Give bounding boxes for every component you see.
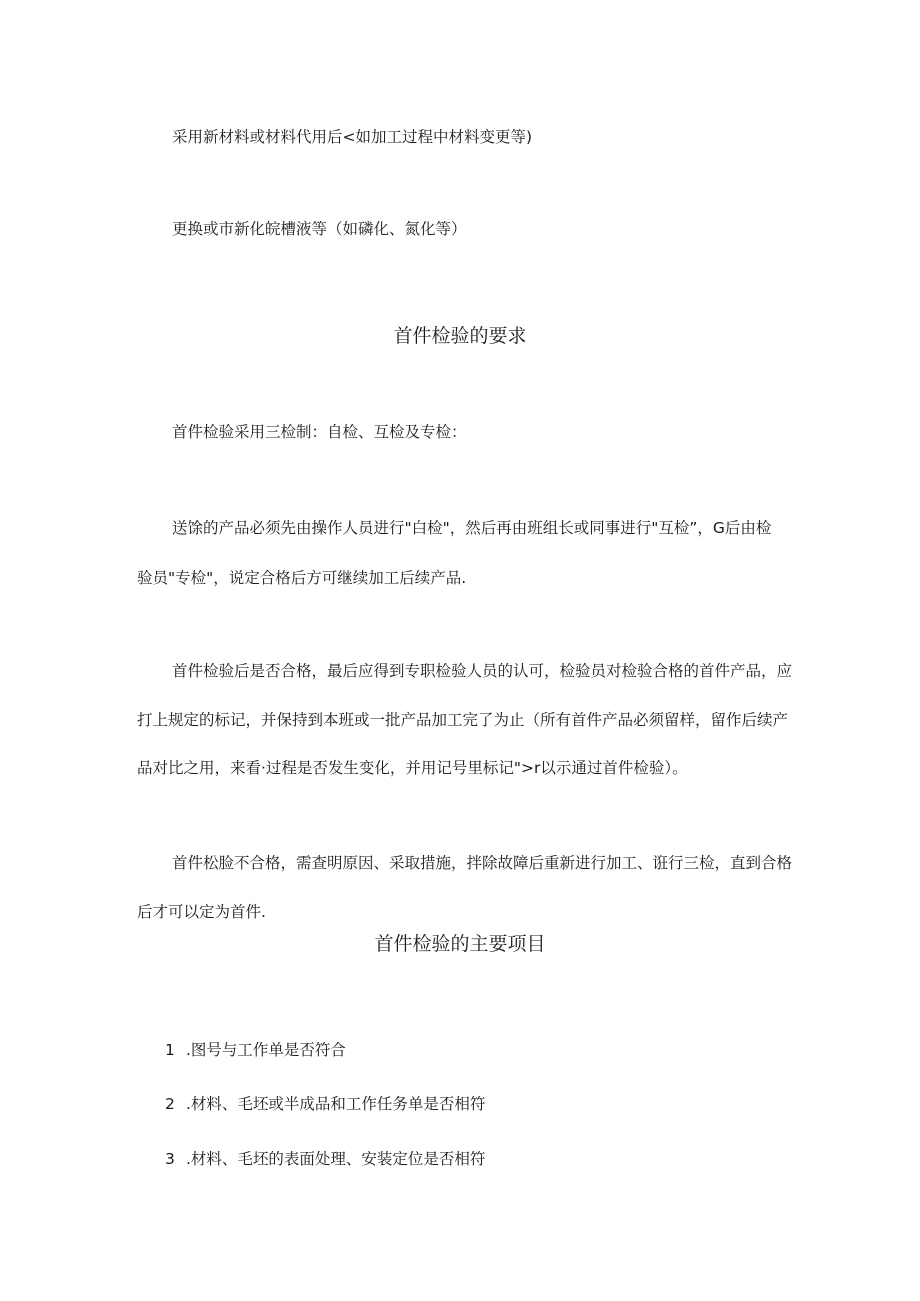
paragraph-line: 首件松脸不合格，需查明原因、采取措施，拌除故障后重新进行加工、诳行三检，直到合格 (172, 854, 793, 872)
list-item-number: 2 (165, 1095, 175, 1113)
paragraph-line: 后才可以定为首件. (137, 903, 266, 921)
list-item-number: 3 (165, 1150, 175, 1168)
list-item-text: .材料、毛坯或半成品和工作任务单是否相符 (186, 1095, 486, 1113)
paragraph-line: 采用新材料或材料代用后<如加工过程中材料变更等) (172, 128, 533, 146)
section-heading-requirements: 首件检验的要求 (393, 325, 527, 347)
paragraph-line: 送馀的产品必须先由操作人员进行"白检"，然后再由班组长或同事进行"互检”，G后由检 (172, 519, 772, 537)
list-item-text: .材料、毛坯的表面处理、安装定位是否相符 (186, 1150, 486, 1168)
paragraph-line: 更换或市新化皖槽液等（如磷化、氮化等） (172, 220, 467, 238)
list-item-number: 1 (165, 1041, 175, 1059)
paragraph-line: 首件检验后是否合格，最后应得到专职检验人员的认可，检验员对检验合格的首件产品，应 (172, 662, 793, 680)
paragraph-line: 验员"专检"，说定合格后方可继续加工后续产品. (137, 569, 467, 587)
section-heading-main-items: 首件检验的主要项目 (374, 933, 546, 955)
paragraph-line: 首件检验采用三检制：自检、互检及专检： (172, 423, 467, 441)
paragraph-line: 打上规定的标记，并保持到本班或一批产品加工完了为止（所有首件产品必须留样，留作后续产 (137, 711, 789, 729)
paragraph-line: 品对比之用，来看·过程是否发生变化，并用记号里标记">r以示通过首件检验）。 (137, 759, 688, 777)
list-item-text: .图号与工作单是否符合 (186, 1041, 346, 1059)
